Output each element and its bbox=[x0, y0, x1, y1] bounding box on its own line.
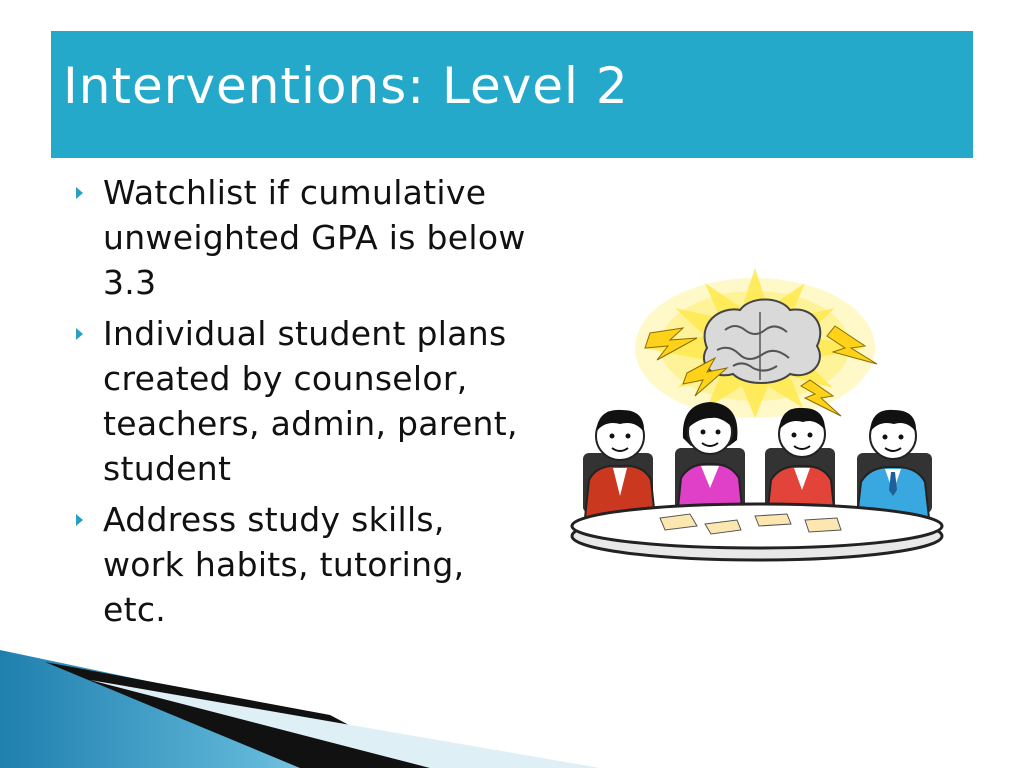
team-meeting-brainstorm-illustration bbox=[565, 268, 950, 568]
title-bar bbox=[51, 31, 973, 158]
bullet-arrow-icon bbox=[76, 187, 83, 199]
bullet-arrow-icon bbox=[76, 514, 83, 526]
slide-title: Interventions: Level 2 bbox=[63, 57, 629, 115]
bullet-item bbox=[76, 497, 536, 632]
bullet-text: Individual student plans created by counselor, teachers, admin, parent, student bbox=[103, 314, 518, 488]
bullet-list bbox=[76, 170, 536, 638]
bullet-text: Watchlist if cumulative unweighted GPA is below 3.3 bbox=[103, 173, 526, 302]
round-table bbox=[572, 504, 942, 560]
bullet-arrow-icon bbox=[76, 328, 83, 340]
bullet-item bbox=[76, 311, 536, 491]
bullet-item bbox=[76, 170, 536, 305]
corner-decoration bbox=[0, 640, 1024, 768]
bullet-text: Address study skills, work habits, tutoring, etc. bbox=[103, 500, 465, 629]
